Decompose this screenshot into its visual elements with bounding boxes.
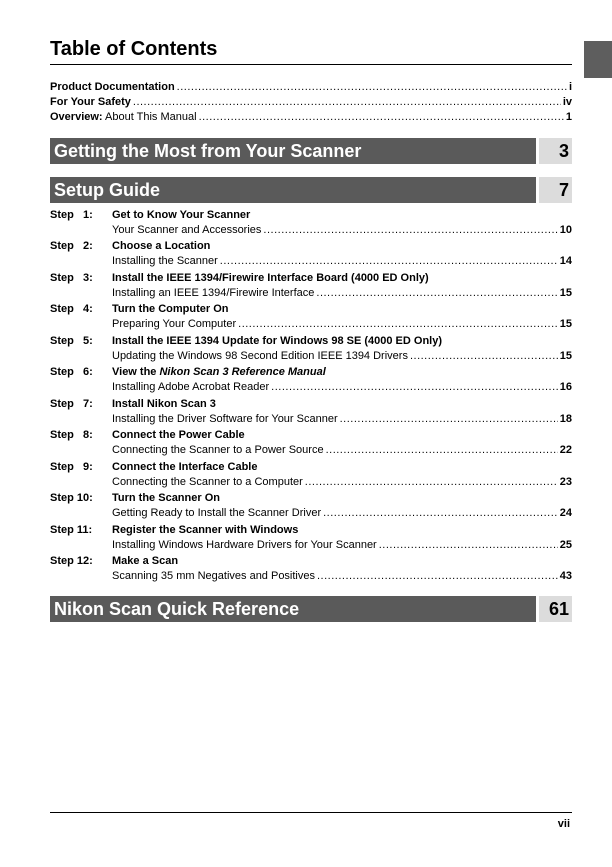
step-subtitle: Connecting the Scanner to a Computer <box>112 476 303 488</box>
section-page: 61 <box>539 596 572 622</box>
step-subtitle: Installing an IEEE 1394/Firewire Interface <box>112 287 315 299</box>
step-page: 24 <box>559 507 572 519</box>
leader-dots <box>177 80 567 94</box>
step-page: 15 <box>559 350 572 362</box>
section-page: 7 <box>539 177 572 203</box>
step-page: 10 <box>559 224 572 236</box>
step-title: Make a Scan <box>112 555 179 567</box>
leader-dots <box>133 95 561 109</box>
toc-entry-label: For Your Safety <box>50 96 131 108</box>
step-page: 16 <box>559 381 572 393</box>
step-title <box>112 366 326 378</box>
leader-dots <box>340 413 558 425</box>
step-title: Choose a Location <box>112 240 211 252</box>
step-subtitle: Getting Ready to Install the Scanner Driver <box>112 507 322 519</box>
step-page: 22 <box>559 444 572 456</box>
title-rule <box>50 64 572 65</box>
section-header-nikon-scan-quick-reference[interactable] <box>50 596 572 622</box>
step-title: Install the IEEE 1394/Firewire Interface Board (4000 ED Only) <box>112 272 429 284</box>
section-title: Setup Guide <box>50 177 536 203</box>
step-label: Step 4: <box>50 303 93 315</box>
toc-entry-product-documentation[interactable] <box>50 80 572 94</box>
step-title: Connect the Interface Cable <box>112 461 258 473</box>
step-subtitle: Preparing Your Computer <box>112 318 237 330</box>
step-label: Step 7: <box>50 398 93 410</box>
leader-dots <box>263 224 557 236</box>
step-title: Install the IEEE 1394 Update for Windows 98 SE (4000 ED Only) <box>112 335 442 347</box>
step-label: Step 10: <box>50 492 93 504</box>
leader-dots <box>220 255 558 267</box>
leader-dots <box>326 444 558 456</box>
leader-dots <box>317 570 558 582</box>
step-subtitle: Installing Windows Hardware Drivers for Your Scanner <box>112 539 377 551</box>
step-page: 25 <box>559 539 572 551</box>
step-subtitle: Installing Adobe Acrobat Reader <box>112 381 270 393</box>
step-label: Step 2: <box>50 240 93 252</box>
step-label: Step 8: <box>50 429 93 441</box>
leader-dots <box>323 507 558 519</box>
toc-entry-page: iv <box>562 96 572 108</box>
step-title: Get to Know Your Scanner <box>112 209 251 221</box>
step-label: Step 11: <box>50 524 93 536</box>
footer-rule <box>50 812 572 813</box>
leader-dots <box>199 110 564 124</box>
toc-entry-overview[interactable] <box>50 110 572 124</box>
page-title: Table of Contents <box>50 38 218 60</box>
section-title: Getting the Most from Your Scanner <box>50 138 536 164</box>
step-subtitle: Your Scanner and Accessories <box>112 224 262 236</box>
toc-entry-page: 1 <box>565 111 572 123</box>
step-title: Install Nikon Scan 3 <box>112 398 216 410</box>
step-subtitle: Connecting the Scanner to a Power Source <box>112 444 324 456</box>
step-subtitle: Scanning 35 mm Negatives and Positives <box>112 570 315 582</box>
leader-dots <box>271 381 558 393</box>
step-page: 15 <box>559 318 572 330</box>
section-title: Nikon Scan Quick Reference <box>50 596 536 622</box>
leader-dots <box>305 476 558 488</box>
step-label: Step 3: <box>50 272 93 284</box>
section-header-getting-the-most[interactable] <box>50 138 572 164</box>
step-label: Step 12: <box>50 555 93 567</box>
step-title: Register the Scanner with Windows <box>112 524 299 536</box>
section-header-setup-guide[interactable] <box>50 177 572 203</box>
footer-page-number: vii <box>557 818 570 830</box>
step-subtitle: Installing the Scanner <box>112 255 218 267</box>
step-title: Connect the Power Cable <box>112 429 245 441</box>
step-page: 14 <box>559 255 572 267</box>
step-label: Step 5: <box>50 335 93 347</box>
step-title: Turn the Computer On <box>112 303 229 315</box>
toc-entry-label: Product Documentation <box>50 81 175 93</box>
toc-entry-page: i <box>568 81 572 93</box>
leader-dots <box>238 318 558 330</box>
section-page: 3 <box>539 138 572 164</box>
step-subtitle: Updating the Windows 98 Second Edition IEEE 1394 Drivers <box>112 350 408 362</box>
step-label: Step 1: <box>50 209 93 221</box>
leader-dots <box>410 350 558 362</box>
step-title: Turn the Scanner On <box>112 492 220 504</box>
step-page: 18 <box>559 413 572 425</box>
step-label: Step 9: <box>50 461 93 473</box>
step-title-italic: Nikon Scan 3 Reference Manual <box>159 366 326 378</box>
step-subtitle: Installing the Driver Software for Your Scanner <box>112 413 338 425</box>
toc-entry-for-your-safety[interactable] <box>50 95 572 109</box>
step-title-prefix: View the <box>112 366 160 378</box>
chapter-tab-marker <box>584 41 612 78</box>
leader-dots <box>316 287 557 299</box>
step-page: 15 <box>559 287 572 299</box>
step-page: 23 <box>559 476 572 488</box>
step-label: Step 6: <box>50 366 93 378</box>
toc-entry-sublabel: About This Manual <box>102 111 197 123</box>
step-page: 43 <box>559 570 572 582</box>
leader-dots <box>379 539 558 551</box>
toc-entry-label: Overview: <box>50 111 103 123</box>
